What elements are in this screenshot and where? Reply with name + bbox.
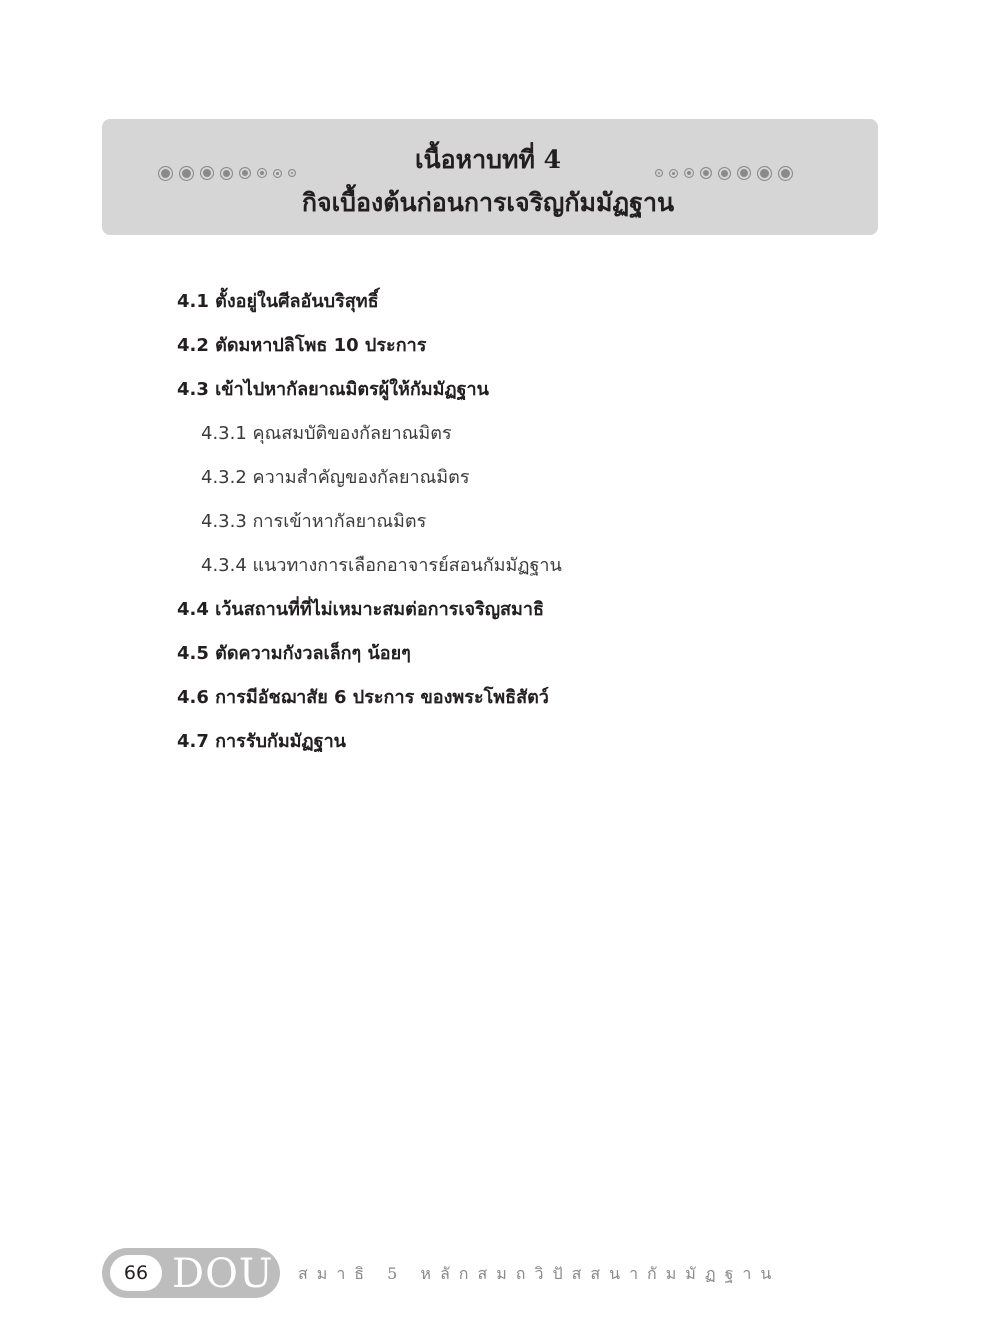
dot-icon: [700, 167, 712, 179]
dot-icon: [718, 167, 731, 180]
dot-icon: [778, 166, 793, 181]
toc-item-4-5: 4.5 ตัดความกังวลเล็กๆ น้อยๆ: [177, 643, 411, 664]
toc-item-4-4: 4.4 เว้นสถานที่ที่ไม่เหมาะสมต่อการเจริญสมาธิ: [177, 599, 544, 620]
toc-item-4-7: 4.7 การรับกัมมัฏฐาน: [177, 731, 346, 752]
toc-item-4-3-2: 4.3.2 ความสำคัญของกัลยาณมิตร: [201, 467, 470, 488]
dou-logo: DOU: [172, 1251, 274, 1297]
toc-item-4-3-1: 4.3.1 คุณสมบัติของกัลยาณมิตร: [201, 423, 452, 444]
decorative-dots-right: [655, 162, 799, 184]
toc-item-4-2: 4.2 ตัดมหาปลิโพธ 10 ประการ: [177, 335, 427, 356]
running-footer-title: สมาธิ 5 หลักสมถวิปัสสนากัมมัฏฐาน: [298, 1264, 781, 1283]
toc-item-4-3-3: 4.3.3 การเข้าหากัลยาณมิตร: [201, 511, 427, 532]
dot-icon: [757, 166, 772, 181]
toc-item-4-3: 4.3 เข้าไปหากัลยาณมิตรผู้ให้กัมมัฏฐาน: [177, 379, 489, 400]
page-number: 66: [110, 1255, 162, 1291]
toc-item-4-6: 4.6 การมีอัชฌาสัย 6 ประการ ของพระโพธิสัตว์: [177, 687, 549, 708]
dot-icon: [669, 169, 678, 178]
dot-icon: [684, 168, 694, 178]
toc-item-4-3-4: 4.3.4 แนวทางการเลือกอาจารย์สอนกัมมัฏฐาน: [201, 555, 562, 576]
toc-item-4-1: 4.1 ตั้งอยู่ในศีลอันบริสุทธิ์: [177, 291, 379, 312]
dot-icon: [737, 166, 751, 180]
chapter-subtitle: กิจเบื้องต้นก่อนการเจริญกัมมัฏฐาน: [301, 188, 675, 217]
dot-icon: [655, 169, 663, 177]
chapter-title: เนื้อหาบทที่ 4: [414, 145, 562, 174]
